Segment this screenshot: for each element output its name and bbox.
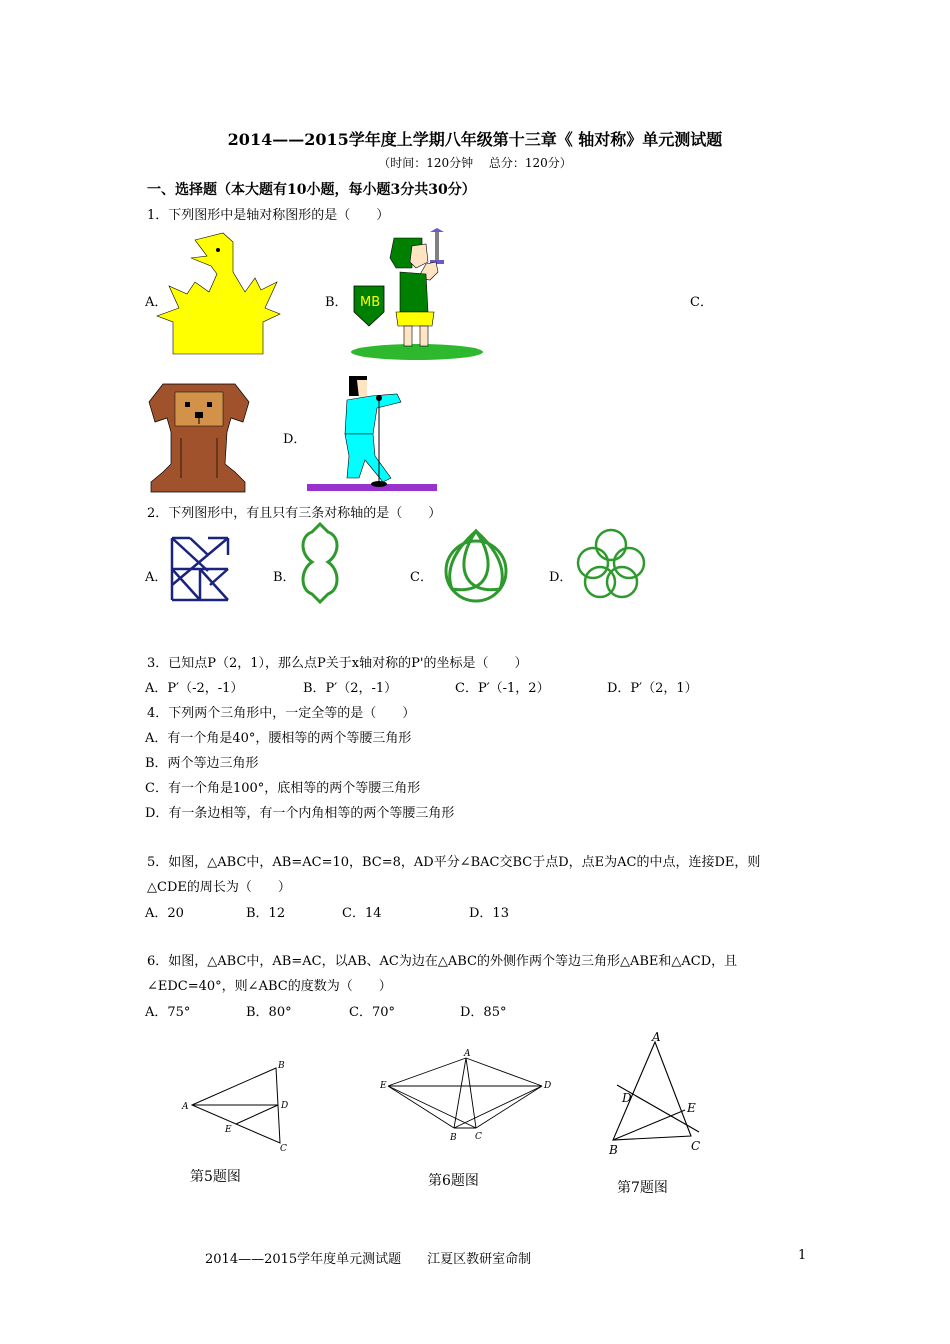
svg-text:C: C (691, 1139, 701, 1153)
gourd-figure (298, 522, 342, 604)
q2-option-d-label: D． (549, 570, 573, 585)
q2-option-a-label: A． (145, 570, 168, 585)
q5-option-c: C．14 (342, 906, 382, 921)
svg-text:D: D (281, 1101, 289, 1111)
page-number: 1 (798, 1248, 807, 1263)
svg-text:C: C (475, 1132, 482, 1142)
figure-5-diagram (180, 1058, 300, 1158)
footer-text: 2014——2015学年度单元测试题 江夏区教研室命制 (205, 1252, 532, 1267)
warrior-figure (350, 228, 485, 356)
svg-text:E: E (687, 1101, 696, 1115)
q4-option-a: A．有一个角是40°，腰相等的两个等腰三角形 (145, 731, 412, 746)
page-subtitle: （时间：120分钟 总分：120分） (378, 156, 572, 170)
q2-option-b-label: B． (273, 570, 296, 585)
q6-option-b: B．80° (246, 1005, 292, 1020)
q5-option-a: A．20 (145, 906, 184, 921)
q3-option-a: A．P′（-2，-1） (145, 681, 244, 696)
q3-option-d: D．P′（2，1） (607, 681, 698, 696)
q5-option-b: B．12 (246, 906, 286, 921)
q4-option-b: B．两个等边三角形 (145, 756, 259, 771)
svg-text:MB: MB (360, 295, 381, 310)
q4-option-c: C．有一个角是100°，底相等的两个等腰三角形 (145, 781, 421, 796)
dog-figure (145, 378, 253, 492)
q1-option-c-label: C． (690, 295, 713, 310)
svg-text:A: A (182, 1102, 189, 1112)
q1-option-d-label: D． (283, 432, 307, 447)
four-circle-flower-figure (573, 528, 649, 602)
q3-stem: 3．已知点P（2，1），那么点P关于x轴对称的P'的坐标是（ ） (147, 656, 528, 671)
q6-option-a: A．75° (145, 1005, 191, 1020)
svg-text:B: B (450, 1133, 457, 1143)
q1-stem: 1．下列图形中是轴对称图形的是（ ） (147, 208, 390, 223)
q6-stem-line2: ∠EDC=40°，则∠ABC的度数为（ ） (147, 979, 392, 994)
duck-figure (165, 230, 300, 355)
svg-text:E: E (225, 1125, 232, 1135)
svg-text:D: D (622, 1091, 632, 1105)
page-title: 2014——2015学年度上学期八年级第十三章《 轴对称》单元测试题 (227, 130, 723, 149)
q2-option-c-label: C． (410, 570, 433, 585)
grid-pattern-figure (170, 535, 230, 603)
triquetra-knot-figure (434, 527, 518, 605)
svg-text:B: B (609, 1143, 618, 1157)
q6-option-c: C．70° (349, 1005, 395, 1020)
figure-7-diagram (605, 1030, 715, 1160)
svg-text:B: B (278, 1061, 285, 1071)
q1-option-b-label: B． (325, 295, 348, 310)
q5-stem-line1: 5．如图，△ABC中，AB=AC=10，BC=8，AD平分∠BAC交BC于点D，点E为AC的中点，连接DE，则 (147, 855, 761, 870)
figure-6-caption: 第6题图 (428, 1173, 479, 1189)
svg-text:A: A (652, 1030, 661, 1044)
q5-option-d: D．13 (469, 906, 509, 921)
section-heading: 一、选择题（本大题有10小题，每小题3分共30分） (147, 182, 476, 198)
svg-text:D: D (544, 1081, 552, 1091)
figure-5-caption: 第5题图 (190, 1169, 241, 1185)
figure-7-caption: 第7题图 (617, 1180, 668, 1196)
q6-stem-line1: 6．如图，△ABC中，AB=AC，以AB、AC为边在△ABC的外侧作两个等边三角形△ABE和△ACD，且 (147, 954, 738, 969)
q3-option-b: B．P′（2，-1） (303, 681, 398, 696)
q4-stem: 4．下列两个三角形中，一定全等的是（ ） (147, 706, 416, 721)
q2-stem: 2．下列图形中，有且只有三条对称轴的是（ ） (147, 506, 442, 521)
svg-text:E: E (380, 1081, 387, 1091)
q4-option-d: D．有一条边相等，有一个内角相等的两个等腰三角形 (145, 806, 455, 821)
figure-6-diagram (378, 1050, 553, 1145)
q5-stem-line2: △CDE的周长为（ ） (147, 880, 291, 895)
svg-text:C: C (280, 1144, 287, 1154)
q6-option-d: D．85° (460, 1005, 507, 1020)
q3-option-c: C．P′（-1，2） (455, 681, 550, 696)
svg-text:A: A (464, 1049, 471, 1059)
q1-option-a-label: A． (145, 295, 168, 310)
singer-figure (307, 372, 439, 496)
